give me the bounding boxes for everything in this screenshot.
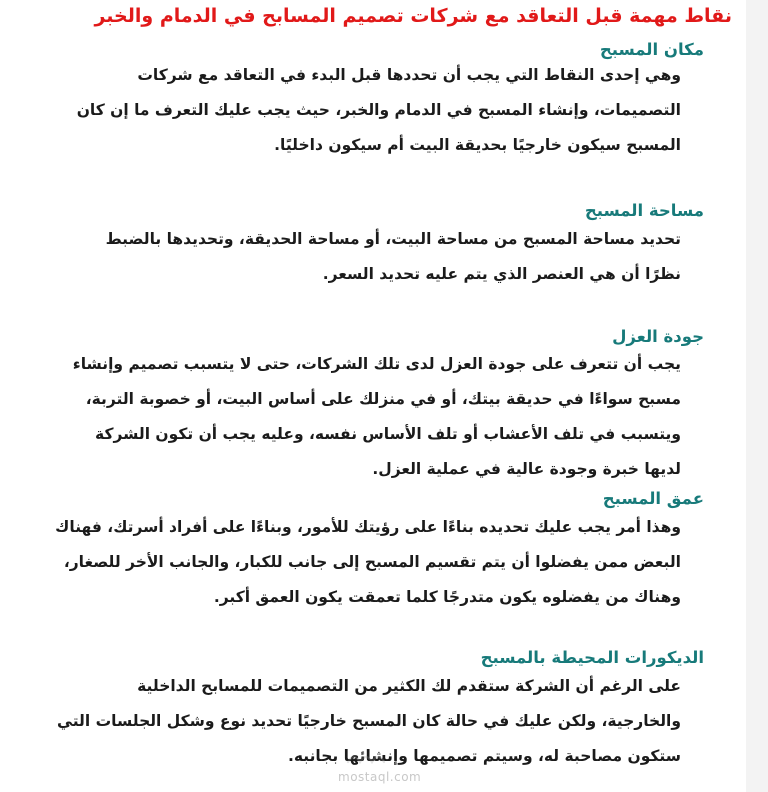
paragraph-line: وهناك من يفضلوه يكون متدرجًا كلما تعمقت يكون العمق أكبر.	[213, 588, 681, 606]
watermark-logo-icon	[344, 748, 388, 768]
paragraph-line: مسبح سواءًا في حديقة بيتك، أو في منزلك على أساس البيت، أو خصوبة التربة،	[85, 390, 681, 408]
section-heading-pool-depth: عمق المسبح	[602, 489, 704, 508]
paragraph-line: لديها خبرة وجودة عالية في عملية العزل.	[372, 460, 681, 478]
paragraph-line: المسبح سيكون خارجيًا بحديقة البيت أم سيكون داخليًا.	[274, 136, 681, 154]
paragraph-line: وهي إحدى النقاط التي يجب أن تحددها قبل البدء في التعاقد مع شركات	[137, 66, 681, 84]
paragraph-line: ويتسبب في تلف الأعشاب أو تلف الأساس نفسه، وعليه يجب أن تكون الشركة	[95, 425, 681, 443]
paragraph-line: ستكون مصاحبة له، وسيتم تصميمها وإنشائها بجانبه.	[287, 747, 681, 765]
section-body-pool-location	[56, 58, 681, 163]
section-heading-pool-location: مكان المسبح	[599, 40, 704, 59]
document-title: نقاط مهمة قبل التعاقد مع شركات تصميم المسابح في الدمام والخبر	[94, 5, 732, 27]
section-body-insulation-quality	[56, 347, 681, 487]
section-body-pool-area	[56, 222, 681, 292]
paragraph-line: التصميمات، وإنشاء المسبح في الدمام والخبر، حيث يجب عليك التعرف ما إن كان	[76, 101, 681, 119]
watermark-text: mostaql.com	[338, 770, 422, 784]
paragraph-line: على الرغم أن الشركة ستقدم لك الكثير من التصميمات للمسابح الداخلية	[137, 677, 681, 695]
paragraph-line: وهذا أمر يجب عليك تحديده بناءًا على رؤيتك للأمور، وبناءًا على أفراد أسرتك، فهناك	[55, 518, 681, 536]
section-body-pool-depth	[41, 510, 681, 615]
paragraph-line: البعض ممن يفضلوا أن يتم تقسيم المسبح إلى جانب للكبار، والجانب الأخر للصغار،	[63, 553, 681, 571]
section-heading-pool-area: مساحة المسبح	[584, 201, 704, 220]
page-side-margin	[746, 0, 768, 792]
paragraph-line: نظرًا أن هي العنصر الذي يتم عليه تحديد السعر.	[322, 265, 681, 283]
paragraph-line: والخارجية، ولكن عليك في حالة كان المسبح خارجيًا تحديد نوع وشكل الجلسات التي	[57, 712, 681, 730]
section-heading-surrounding-decorations: الديكورات المحيطة بالمسبح	[480, 648, 704, 667]
paragraph-line: يجب أن تتعرف على جودة العزل لدى تلك الشركات، حتى لا يتسبب تصميم وإنشاء	[72, 355, 681, 373]
section-heading-insulation-quality: جودة العزل	[612, 327, 704, 346]
paragraph-line: تحديد مساحة المسبح من مساحة البيت، أو مساحة الحديقة، وتحديدها بالضبط	[105, 230, 681, 248]
